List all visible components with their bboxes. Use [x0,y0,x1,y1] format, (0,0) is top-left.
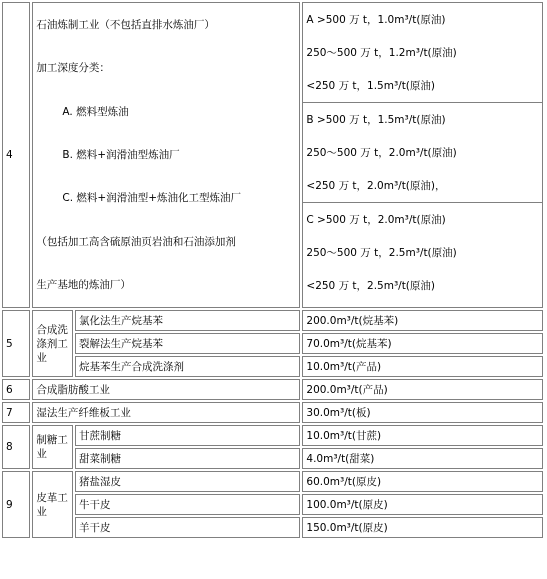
table-row [2,517,543,538]
value-c2: 250～500 万 t，2.5m³/t(原油) [306,246,457,259]
table-row [2,333,543,354]
industry-name: 合成脂肪酸工业 [32,379,300,400]
row-number: 9 [2,471,30,538]
refinery-values-subtable [303,3,542,302]
value-a2: 250～500 万 t，1.2m³/t(原油) [306,46,457,59]
row-number: 5 [2,310,30,377]
value-b1: B >500 万 t，1.5m³/t(原油) [303,102,542,136]
row-number: 4 [2,2,30,308]
industry-value: 30.0m³/t(板) [302,402,543,423]
category-cell: 合成洗涤剂工业 [32,310,73,377]
value-c3: <250 万 t，2.5m³/t(原油) [306,279,436,292]
value-c1: C >500 万 t，2.0m³/t(原油) [303,202,542,236]
table-row [2,448,543,469]
refinery-note-line1: （包括加工高含硫原油页岩油和石油添加剂 [36,235,236,248]
sub-value: 100.0m³/t(原皮) [302,494,543,515]
sub-value: 60.0m³/t(原皮) [302,471,543,492]
sub-name: 氯化法生产烷基苯 [75,310,300,331]
refinery-values-cell [302,2,543,308]
sub-value: 200.0m³/t(烷基苯) [302,310,543,331]
table-row [2,379,543,400]
industry-name: 湿法生产纤维板工业 [32,402,300,423]
row-number: 7 [2,402,30,423]
table-row [2,494,543,515]
refinery-title: 石油炼制工业（不包括直排水炼油厂） [36,18,215,31]
refinery-type-a: A. 燃料型炼油 [62,105,129,118]
sub-name: 裂解法生产烷基苯 [75,333,300,354]
category-cell: 皮革工业 [32,471,73,538]
sub-value: 10.0m³/t(产品) [302,356,543,377]
table-row [2,425,543,446]
sub-name: 甜菜制糖 [75,448,300,469]
value-b2: 250～500 万 t，2.0m³/t(原油) [306,146,457,159]
table-row [2,356,543,377]
table-row [2,310,543,331]
value-b3: <250 万 t，2.0m³/t(原油)， [306,179,446,192]
table-row [2,471,543,492]
table-row [2,402,543,423]
refinery-type-c: C. 燃料+润滑油型+炼油化工型炼油厂 [62,192,242,205]
sub-value: 150.0m³/t(原皮) [302,517,543,538]
row-number: 8 [2,425,30,469]
sub-name: 羊干皮 [75,517,300,538]
refinery-note-line2: 生产基地的炼油厂） [36,279,131,292]
refinery-type-b: B. 燃料+润滑油型炼油厂 [62,148,180,161]
table-row [2,2,543,308]
refinery-subtitle: 加工深度分类： [36,62,110,75]
refinery-description-cell [32,2,300,308]
value-a1: A >500 万 t，1.0m³/t(原油) [306,13,446,26]
sub-value: 70.0m³/t(烷基苯) [302,333,543,354]
sub-name: 烷基苯生产合成洗涤剂 [75,356,300,377]
value-a3: <250 万 t，1.5m³/t(原油) [306,79,436,92]
sub-value: 10.0m³/t(甘蔗) [302,425,543,446]
sub-name: 牛干皮 [75,494,300,515]
row-number: 6 [2,379,30,400]
sub-name: 甘蔗制糖 [75,425,300,446]
sub-name: 猪盐湿皮 [75,471,300,492]
industry-value: 200.0m³/t(产品) [302,379,543,400]
category-cell: 制糖工业 [32,425,73,469]
sub-value: 4.0m³/t(甜菜) [302,448,543,469]
